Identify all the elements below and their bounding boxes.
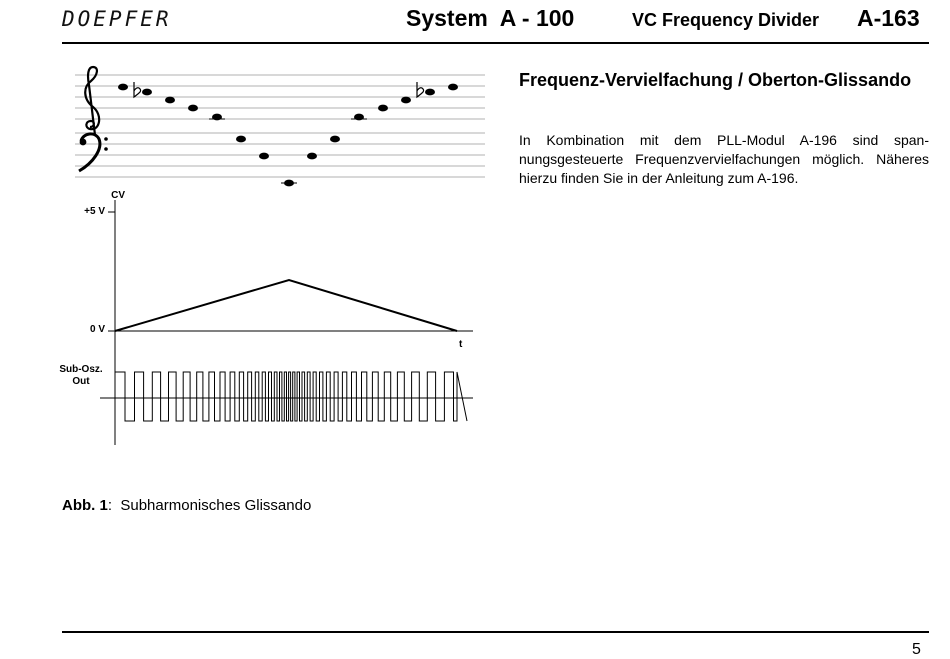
time-axis-label: t xyxy=(459,339,463,350)
note xyxy=(259,153,269,160)
sub-osc-label-line2: Out xyxy=(72,376,90,387)
note xyxy=(378,105,388,112)
cv-triangle-waveform xyxy=(115,280,457,331)
note xyxy=(165,97,175,104)
sub-osc-square-waveform xyxy=(115,372,467,421)
section-body: In Kombination mit dem PLL-Modul A-196 sind spannungsgesteuerte Frequenzvervielfachungen möglich. Näheres hierzu finden Sie in der Anleitung zum A-196. xyxy=(519,132,929,186)
note xyxy=(142,89,152,96)
note xyxy=(118,84,128,91)
note xyxy=(307,153,317,160)
caption-label: Abb. 1 xyxy=(62,497,108,514)
figure-caption: Abb. 1: Subharmonisches Glissando xyxy=(62,497,312,514)
system-title: System A - 100 xyxy=(406,5,575,31)
header-rule xyxy=(62,42,929,44)
plus5v-label: +5 V xyxy=(84,206,105,217)
zero-volt-label: 0 V xyxy=(89,324,105,335)
treble-clef-icon xyxy=(85,67,99,135)
module-name: VC Frequency Divider xyxy=(632,10,820,30)
flat-sign-icon xyxy=(134,82,424,97)
glissando-notes xyxy=(118,84,458,187)
glissando-diagram xyxy=(55,55,495,455)
doepfer-logo: DOEPFER xyxy=(62,7,172,31)
treble-staff xyxy=(75,75,485,119)
footer-rule xyxy=(62,631,929,633)
section-title: Frequenz-Vervielfachung / Oberton-Glissando xyxy=(519,70,912,90)
note xyxy=(236,136,246,143)
glissando-figure xyxy=(55,55,495,455)
ledger-lines xyxy=(209,119,367,183)
page-header xyxy=(0,0,950,44)
cv-label: CV xyxy=(111,190,125,201)
bass-clef-icon xyxy=(79,134,108,171)
module-code: A-163 xyxy=(857,5,920,31)
sub-osc-out-label xyxy=(55,364,107,388)
bass-staff xyxy=(75,133,485,177)
caption-text: Subharmonisches Glissando xyxy=(120,497,312,514)
note xyxy=(330,136,340,143)
note xyxy=(448,84,458,91)
sub-osc-label-line1: Sub-Osz. xyxy=(59,364,103,375)
note xyxy=(425,89,435,96)
page-number: 5 xyxy=(912,641,921,658)
note xyxy=(401,97,411,104)
note xyxy=(188,105,198,112)
